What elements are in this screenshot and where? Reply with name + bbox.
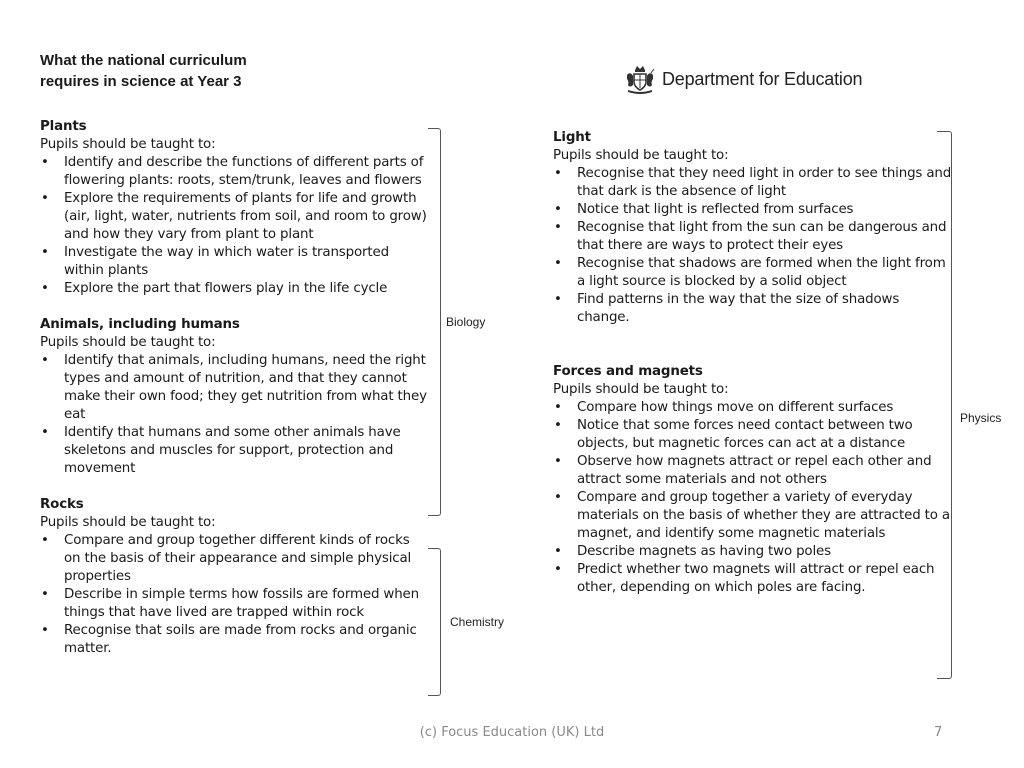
list-item: • Compare and group together different kinds of rocks on the basis of their appearance and simple physical properties [40, 532, 430, 586]
bullet-list [553, 165, 953, 327]
list-item: • Identify and describe the functions of different parts of flowering plants: roots, stem/trunk, leaves and flowers [40, 154, 430, 190]
section-title: Plants [40, 119, 87, 134]
section-intro: Pupils should be taught to: [40, 515, 216, 530]
list-item: • Investigate the way in which water is transported within plants [40, 244, 430, 280]
physics-bracket [937, 131, 952, 679]
list-item: • Identify that animals, including humans, need the right types and amount of nutrition, and that they cannot make their own food; they get nutrition from what they eat [40, 352, 430, 424]
page-title-line-2: requires in science at Year 3 [40, 73, 242, 90]
forces-section [553, 363, 953, 597]
section-title: Forces and magnets [553, 364, 703, 379]
page-title-line-1: What the national curriculum [40, 52, 247, 69]
plants-section [40, 118, 430, 298]
left-column [40, 118, 430, 658]
list-item: • Recognise that they need light in order to see things and that dark is the absence of light [553, 165, 953, 201]
light-section [553, 129, 953, 327]
right-column [553, 129, 953, 597]
section-title: Animals, including humans [40, 317, 240, 332]
list-item: • Recognise that shadows are formed when the light from a light source is blocked by a solid object [553, 255, 953, 291]
list-item: • Notice that light is reflected from surfaces [553, 201, 953, 219]
list-item: • Observe how magnets attract or repel each other and attract some materials and not others [553, 453, 953, 489]
rocks-section [40, 496, 430, 658]
biology-label: Biology [446, 315, 486, 329]
dfe-logo [624, 62, 862, 96]
list-item: • Recognise that light from the sun can be dangerous and that there are ways to protect their eyes [553, 219, 953, 255]
chemistry-bracket [428, 548, 441, 696]
section-title: Light [553, 130, 591, 145]
chemistry-label: Chemistry [450, 615, 505, 629]
page-number: 7 [934, 725, 943, 740]
section-title: Rocks [40, 497, 84, 512]
section-intro: Pupils should be taught to: [40, 137, 216, 152]
bullet-list [40, 154, 430, 298]
section-intro: Pupils should be taught to: [553, 148, 729, 163]
list-item: • Identify that humans and some other animals have skeletons and muscles for support, protection and movement [40, 424, 430, 478]
royal-coat-of-arms-icon [624, 63, 656, 95]
list-item: • Describe in simple terms how fossils are formed when things that have lived are trapped within rock [40, 586, 430, 622]
list-item: • Notice that some forces need contact between two objects, but magnetic forces can act at a distance [553, 417, 953, 453]
section-intro: Pupils should be taught to: [40, 335, 216, 350]
list-item: • Explore the requirements of plants for life and growth (air, light, water, nutrients from soil, and room to grow) and how they vary from plant to plant [40, 190, 430, 244]
physics-label: Physics [960, 411, 1002, 425]
list-item: • Explore the part that flowers play in the life cycle [40, 280, 430, 298]
list-item: • Find patterns in the way that the size of shadows change. [553, 291, 953, 327]
list-item: • Describe magnets as having two poles [553, 543, 953, 561]
list-item: • Compare and group together a variety of everyday materials on the basis of whether they are attracted to a magnet, and identify some magnetic materials [553, 489, 953, 543]
page-title [40, 50, 340, 92]
logo-text: Department for Education [662, 68, 863, 89]
animals-section [40, 316, 430, 478]
biology-bracket [428, 128, 441, 516]
bullet-list [40, 532, 430, 658]
bullet-list [553, 399, 953, 597]
list-item: • Predict whether two magnets will attract or repel each other, depending on which poles are facing. [553, 561, 953, 597]
list-item: • Compare how things move on different surfaces [553, 399, 953, 417]
list-item: • Recognise that soils are made from rocks and organic matter. [40, 622, 430, 658]
bullet-list [40, 352, 430, 478]
footer-copyright: (c) Focus Education (UK) Ltd [419, 725, 605, 740]
section-intro: Pupils should be taught to: [553, 382, 729, 397]
